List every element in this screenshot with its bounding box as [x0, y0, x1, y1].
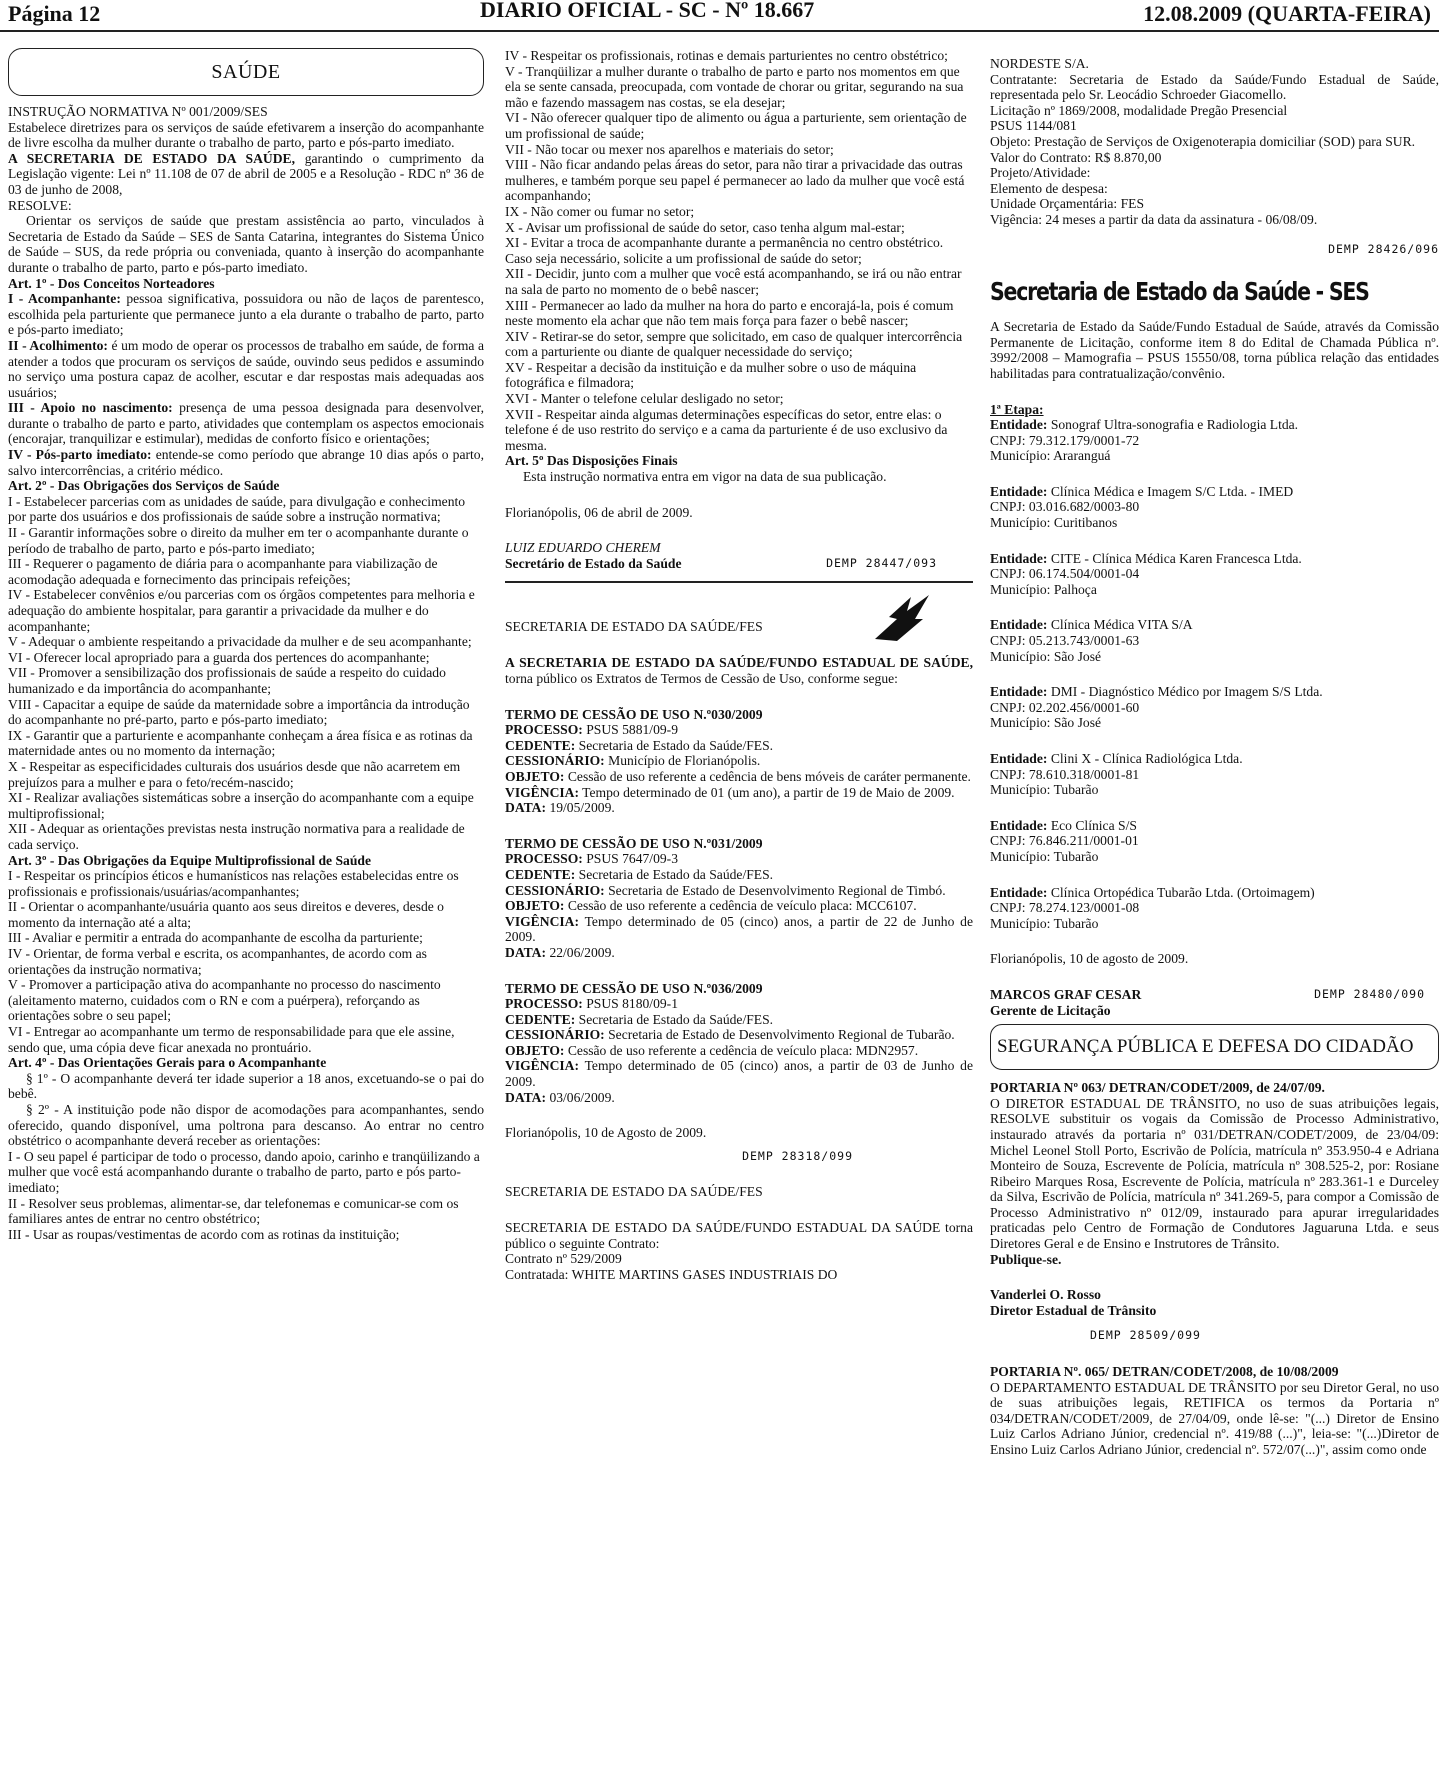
ses-paragraph: A Secretaria de Estado da Saúde/Fundo Estadual de Saúde, através da Comissão Permanente de Licitação, conforme item 8 do Edital de Chamada Pública nº. 3992/2008 – Mamografia – PSUS 15550/08, torna pública relação das entidades habilitadas para contratualização/convênio.	[990, 319, 1439, 381]
label: Entidade:	[990, 550, 1048, 566]
list-item: VII - Promover a sensibilização dos profissionais de saúde a respeito do cuidado humanizado e da importância do acompanhante;	[8, 665, 446, 696]
entidade-nome: Sonograf Ultra-sonografia e Radiologia Ltda.	[1050, 417, 1299, 433]
termo-objeto: Cessão de uso referente a cedência de veículo placa: MDN2957.	[567, 1042, 919, 1058]
entidade-municipio: Tubarão	[1053, 848, 1099, 864]
page-number: Página 12	[8, 1, 101, 27]
label: PROCESSO:	[505, 851, 583, 867]
sec2-text: torna público os Extratos de Termos de Cessão de Uso, conforme segue:	[505, 671, 898, 686]
item-lead: II - Acolhimento:	[8, 337, 108, 353]
demp-code: DEMP 28480/090	[1314, 986, 1425, 1001]
list-item: V - Adequar o ambiente respeitando a privacidade da mulher e de seu acompanhante;	[8, 634, 472, 650]
item-text: entende-se como período que abrange 10 dias após o parto, salvo intercorrências, a critério médico.	[8, 447, 484, 478]
list-item: XIII - Permanecer ao lado da mulher na hora do parto e encorajá-la, pois é comum neste momento ela achar que não tem mais força para fazer o bebê nascer;	[505, 297, 954, 329]
label: CEDENTE:	[505, 866, 576, 882]
list-item: XVII - Respeitar ainda algumas determinações específicas do setor, entre elas: o telefone é de uso restrito do serviço e a cama da parturiente é de uso exclusivo da mesma.	[505, 406, 948, 453]
entidade-nome: Clínica Médica VITA S/A	[1050, 617, 1193, 633]
termo-processo: PSUS 5881/09-9	[586, 722, 678, 738]
termo-objeto: Cessão de uso referente a cedência de bens móveis de caráter permanente.	[567, 768, 971, 784]
entidade-nome: DMI - Diagnóstico Médico por Imagem S/S Ltda.	[1050, 684, 1323, 700]
demp-code: DEMP 28509/099	[1090, 1328, 1201, 1343]
entidade-block	[990, 751, 1439, 798]
label: Município:	[990, 782, 1051, 798]
art2-list	[8, 494, 484, 853]
list-item: VIII - Capacitar a equipe de saúde da maternidade sobre a importância da introdução do acompanhante no pré-parto, parto e pós-parto imediato;	[8, 696, 470, 728]
list-item: XIV - Retirar-se do setor, sempre que solicitado, em caso de qualquer intercorrência com a parturiente ou diante de qualquer necessidade do serviço;	[505, 328, 963, 360]
publique: Publique-se.	[990, 1251, 1062, 1267]
termo-block	[505, 707, 973, 816]
art4-paragraph-2: § 2º - A instituição pode não dispor de acomodações para acompanhantes, sendo oferecido, quando disponível, uma poltrona para descanso. Ao entrar no centro obstétrico o acompanhante deverá receber as orientações:	[8, 1102, 484, 1149]
label: VIGÊNCIA:	[505, 913, 580, 929]
list-item	[8, 447, 484, 478]
art4-list	[8, 1149, 484, 1243]
label: DATA:	[505, 800, 547, 816]
journal-title: DIARIO OFICIAL - SC - Nº 18.667	[480, 0, 815, 22]
list-item: VIII - Não ficar andando pelas áreas do setor, para não tirar a privacidade das outras mulheres, e também porque seu papel é permanecer ao lado da mulher que você está acompanhando;	[505, 157, 965, 204]
list-item: VII - Não tocar ou mexer nos aparelhos e materiais do setor;	[505, 141, 834, 157]
entidade-block	[990, 684, 1439, 731]
sec3-paragraph	[505, 1220, 973, 1251]
orient-paragraph: Orientar os serviços de saúde que prestam assistência ao parto, vinculados à Secretaria de Estado da Saúde – SES de Santa Catarina, integrantes do Sistema Único de Saúde – SUS, da rede própria ou conveniada, quanto à inserção do acompanhante durante o trabalho de parto, parto e pós-parto imediato.	[8, 213, 484, 275]
column-3	[990, 56, 1439, 1458]
list-item: VI - Não oferecer qualquer tipo de alimento ou água a parturiente, sem orientação de um profissional de saúde;	[505, 110, 967, 141]
entidade-municipio: Palhoça	[1053, 581, 1097, 597]
label: Entidade:	[990, 884, 1048, 900]
entidade-nome: Clini X - Clínica Radiológica Ltda.	[1050, 751, 1243, 766]
sec2-header	[505, 593, 973, 643]
entidade-nome: Clínica Ortopédica Tubarão Ltda. (Ortoimagem)	[1050, 884, 1315, 900]
signer2-name: Vanderlei O. Rosso	[990, 1287, 1101, 1303]
termo-processo: PSUS 7647/09-3	[586, 851, 678, 867]
portaria2-text: O DEPARTAMENTO ESTADUAL DE TRÂNSITO por seu Diretor Geral, no uso de suas atribuições legais, RETIFICA os termos da Portaria nº 034/DETRAN/CODET/2009, de 27/04/09, onde lê-se: "(...) Diretor de Ensino Luiz Carlos Adriano Júnior, credencial nº. 419/88 (...)", leia-se: "(...)Diretor de Ensino Luiz Carlos Adriano Júnior, credencial nº. 572/07(...)", assim como onde	[990, 1379, 1439, 1457]
termo-cessionario: Secretaria de Estado de Desenvolvimento Regional de Tubarão.	[608, 1027, 955, 1043]
termo-title: TERMO DE CESSÃO DE USO N.º031/2009	[505, 835, 763, 851]
signer-name: LUIZ EDUARDO CHEREM	[505, 540, 661, 556]
list-item	[8, 338, 484, 400]
entidade-municipio: Araranguá	[1053, 448, 1111, 464]
entidade-cnpj: 05.213.743/0001-63	[1028, 633, 1140, 649]
art2-heading: Art. 2º - Das Obrigações dos Serviços de Saúde	[8, 478, 280, 494]
list-item: XVI - Manter o telefone celular desligado no setor;	[505, 391, 784, 407]
signer-row	[505, 556, 973, 572]
resolve-label: RESOLVE:	[8, 197, 72, 213]
label: Entidade:	[990, 483, 1048, 499]
instrucao-intro: Estabelece diretrizes para os serviços de saúde efetivarem a inserção do acompanhante de livre escolha da mulher durante o trabalho de parto, parto e pós-parto imediato.	[8, 119, 484, 151]
entidade-municipio: Tubarão	[1053, 782, 1099, 798]
label: CNPJ:	[990, 699, 1026, 715]
entidade-cnpj: 79.312.179/0001-72	[1028, 432, 1140, 448]
list-item: III - Requerer o pagamento de diária para o acompanhante para viabilização de acomodação adequada e fornecimento das principais refeições;	[8, 556, 438, 587]
signer-name: MARCOS GRAF CESAR	[990, 986, 1142, 1002]
entidade-block	[990, 818, 1439, 865]
entidade-nome: CITE - Clínica Médica Karen Francesca Ltda.	[1050, 550, 1302, 566]
list-item: IV - Respeitar os profissionais, rotinas e demais parturientes no centro obstétrico;	[505, 48, 948, 63]
demp-code: DEMP 28426/096	[1328, 241, 1439, 256]
list-item: II - Resolver seus problemas, alimentar-se, dar telefonemas e comunicar-se com os familiares antes de entrar no centro obstétrico;	[8, 1195, 459, 1227]
label: VIGÊNCIA:	[505, 784, 580, 800]
list-item: III - Avaliar e permitir a entrada do acompanhante de escolha da parturiente;	[8, 930, 423, 946]
label: PROCESSO:	[505, 722, 583, 738]
portaria-text: O DIRETOR ESTADUAL DE TRÂNSITO, no uso de suas atribuições legais, RESOLVE substituir os vogais da Comissão de Processo Administrativo, instaurado através da portaria nº 031/DETRAN/CODET/2009, de 23/04/09: Michel Leonel Stoll Porto, Escrivão de Polícia, matrícula nº 353.950-4 e Adriana Monteiro de Souza, Escrevente de Polícia, matrícula nº 308.525-2, por: Rosiane Ribeiro Marques Rosa, Escrevente de Polícia, matrícula nº 283.361-1 e Durceley da Silva, Escrivão de Polícia, matrícula nº 341.269-5, para compor a Comissão de Processo Administrativo nº 012/09, instaurado para apurar irregularidades praticadas pelo Centro de Formação de Condutores Jaguaruna Ltda. e seus Diretores Geral e de Ensino e Instrutores de Trânsito.	[990, 1095, 1439, 1252]
list-item: II - Orientar o acompanhante/usuária quanto aos seus direitos e deveres, desde o momento da internação até a alta;	[8, 899, 444, 930]
secretaria-lead: A SECRETARIA DE ESTADO DA SAÚDE,	[8, 150, 296, 166]
demp-code: DEMP 28318/099	[742, 1148, 853, 1163]
secretaria-paragraph	[8, 151, 484, 198]
termo-block	[505, 981, 973, 1106]
secretaria-text: garantindo o cumprimento da Legislação vigente: Lei nº 11.108 de 07 de abril de 2005 e a Resolução - RDC nº 36 de 03 de junho de 2008,	[8, 150, 484, 197]
list-item: VI - Entregar ao acompanhante um termo de responsabilidade para que ele assine, sendo que, uma cópia deve ficar anexada no prontuário.	[8, 1024, 455, 1055]
label: CNPJ:	[990, 833, 1026, 849]
section-saude: SAÚDE	[8, 48, 484, 96]
list-item: XII - Decidir, junto com a mulher que você está acompanhando, se irá ou não entrar na sala de parto no momento de o bebê nascer;	[505, 266, 962, 297]
place-date: Florianópolis, 06 de abril de 2009.	[505, 504, 693, 520]
list-item: III - Usar as roupas/vestimentas de acordo com as rotinas da instituição;	[8, 1226, 400, 1242]
list-item: I - Respeitar os princípios éticos e humanísticos nas relações estabelecidas entre os profissionais e profissionais/usuárias/acompanhantes;	[8, 868, 459, 899]
entidade-block	[990, 484, 1439, 531]
label: Entidade:	[990, 817, 1048, 833]
list-item: V - Tranqüilizar a mulher durante o trabalho de parto e parto nos momentos em que ela se sente cansada, preocupada, com vontade de chorar ou gritar, segurando na sua mão e fazendo massagem nas costas, se ela desejar;	[505, 63, 964, 110]
list-item: X - Respeitar as especificidades culturais dos usuários desde que não acarretem em prejuízos para a mulher e para o feto/recém-nascido;	[8, 758, 461, 790]
contrato-line: Contratante: Secretaria de Estado da Saúde/Fundo Estadual de Saúde, representada pelo Sr. Leocádio Schroeder Giacomello.	[990, 71, 1439, 103]
art5-text: Esta instrução normativa entra em vigor na data de sua publicação.	[523, 469, 887, 485]
contrato-line: Elemento de despesa:	[990, 180, 1108, 196]
entidade-municipio: São José	[1053, 648, 1102, 664]
list-item: II - Garantir informações sobre o direito da mulher em ter o acompanhante durante o período de trabalho de parto, parto e pós-parto imediato;	[8, 525, 469, 556]
label: Município:	[990, 915, 1051, 931]
label: CNPJ:	[990, 566, 1026, 582]
place-date: Florianópolis, 10 de agosto de 2009.	[990, 951, 1189, 967]
contrato-line: Projeto/Atividade:	[990, 165, 1091, 181]
column-2	[505, 48, 973, 1282]
item-lead: III - Apoio no nascimento:	[8, 400, 173, 416]
termo-cessionario: Secretaria de Estado de Desenvolvimento Regional de Timbó.	[608, 882, 946, 898]
list-item: IX - Garantir que a parturiente e acompanhante conheçam a área física e as rotinas da maternidade antes ou no momento da internação;	[8, 727, 473, 759]
place-date-2: Florianópolis, 10 de Agosto de 2009.	[505, 1125, 707, 1141]
entidade-block	[990, 617, 1439, 664]
item-lead: I - Acompanhante:	[8, 291, 121, 307]
termo-cedente: Secretaria de Estado da Saúde/FES.	[578, 737, 774, 753]
list-item: XI - Realizar avaliações sistemáticas sobre a inserção do acompanhante com a equipe multiprofissional;	[8, 790, 474, 821]
page-header	[0, 0, 1439, 28]
termo-data: 19/05/2009.	[549, 800, 615, 816]
item-lead: IV - Pós-parto imediato:	[8, 447, 152, 463]
entidade-cnpj: 06.174.504/0001-04	[1028, 566, 1140, 582]
list-item: IV - Orientar, de forma verbal e escrita, os acompanhantes, de acordo com as orientações da instrução normativa;	[8, 946, 427, 977]
label: Entidade:	[990, 751, 1048, 766]
list-item: XV - Respeitar a decisão da instituição e da mulher sobre o uso de máquina fotográfica e filmadora;	[505, 359, 917, 391]
list-item: V - Promover a participação ativa do acompanhante no processo do nascimento (aleitamento materno, cuidados com o RN e com a puérpera), reforçando as orientações sobre o seu papel;	[8, 977, 441, 1024]
contratada: Contratada: WHITE MARTINS GASES INDUSTRIAIS DO	[505, 1266, 838, 1282]
art1-list	[8, 291, 484, 478]
entidade-cnpj: 78.274.123/0001-08	[1028, 900, 1140, 916]
signer-role: Gerente de Licitação	[990, 1002, 1111, 1018]
sec3-title: SECRETARIA DE ESTADO DA SAÚDE/FES	[505, 1184, 763, 1200]
issue-date: 12.08.2009 (QUARTA-FEIRA)	[1143, 1, 1431, 27]
termo-cessionario: Município de Florianópolis.	[608, 753, 761, 769]
art4-paragraph-1: § 1º - O acompanhante deverá ter idade superior a 18 anos, excetuando-se o pai do bebê.	[8, 1070, 484, 1102]
column-1	[8, 48, 484, 1242]
termo-vigencia: Tempo determinado de 05 (cinco) anos, a partir de 22 de Junho de 2009.	[505, 913, 973, 945]
termo-vigencia: Tempo determinado de 05 (cinco) anos, a partir de 03 de Junho de 2009.	[505, 1058, 973, 1090]
contrato-line: Valor do Contrato: R$ 8.870,00	[990, 149, 1162, 165]
list-item	[8, 400, 484, 447]
label: OBJETO:	[505, 898, 565, 914]
label: CESSIONÁRIO:	[505, 1027, 605, 1043]
termo-title: TERMO DE CESSÃO DE USO N.º036/2009	[505, 980, 763, 996]
demp-code: DEMP 28447/093	[826, 555, 937, 570]
termo-processo: PSUS 8180/09-1	[586, 996, 678, 1012]
label: DATA:	[505, 1089, 547, 1105]
list-item: X - Avisar um profissional de saúde do setor, caso tenha algum mal-estar;	[505, 219, 905, 235]
label: Município:	[990, 448, 1051, 464]
contrato-line: PSUS 1144/081	[990, 118, 1077, 134]
entidade-cnpj: 03.016.682/0003-80	[1028, 499, 1140, 515]
label: Município:	[990, 715, 1051, 731]
label: Entidade:	[990, 684, 1048, 700]
etapa-label: 1ª Etapa:	[990, 401, 1044, 417]
entidade-cnpj: 02.202.456/0001-60	[1028, 699, 1140, 715]
entidade-nome: Eco Clínica S/S	[1050, 817, 1137, 833]
label: CNPJ:	[990, 633, 1026, 649]
list-item: IV - Estabelecer convênios e/ou parcerias com os órgãos competentes para melhoria e adequação do ambiente hospitalar, para garantir a privacidade da mulher e do acompanhante;	[8, 587, 475, 634]
label: Município:	[990, 515, 1051, 531]
label: Entidade:	[990, 617, 1048, 633]
sec3-lead: SECRETARIA DE ESTADO DA SAÚDE/FUNDO ESTADUAL DA SAÚDE	[505, 1220, 941, 1236]
art3-list	[8, 868, 484, 1055]
item-text: é um modo de operar os processos de trabalho em saúde, de forma a atender a todos que procuram os serviços de saúde, ouvindo seus pedidos e assumindo no serviço uma postura capaz de acolher, escutar e dar respostas mais adequadas aos usuários;	[8, 337, 484, 400]
signer-row	[990, 987, 1439, 1003]
entidade-block	[990, 551, 1439, 598]
art4-list-continued	[505, 48, 973, 453]
list-item: I - Estabelecer parcerias com as unidades de saúde, para divulgação e conhecimento por parte dos usuários e dos profissionais de saúde sobre a instrução normativa;	[8, 493, 466, 525]
termo-block	[505, 836, 973, 961]
signer2-role: Diretor Estadual de Trânsito	[990, 1302, 1157, 1318]
list-item: IX - Não comer ou fumar no setor;	[505, 203, 695, 219]
contrato-line: Vigência: 24 meses a partir da data da assinatura - 06/08/09.	[990, 211, 1318, 227]
label: CESSIONÁRIO:	[505, 753, 605, 769]
contrato-line: NORDESTE S/A.	[990, 56, 1089, 71]
contrato-line: Licitação nº 1869/2008, modalidade Pregão Presencial	[990, 102, 1288, 118]
item-text: presença de uma pessoa designada para desenvolver, durante o trabalho de parto e parto, atividades que contemplam os aspectos emocionais (encorajar, tranquilizar e estimular), medidas de conforto físico e orientações;	[8, 400, 484, 447]
art4-heading: Art. 4º - Das Orientações Gerais para o Acompanhante	[8, 1055, 327, 1071]
entidade-municipio: Curitibanos	[1053, 515, 1118, 531]
entidade-municipio: Tubarão	[1053, 915, 1099, 931]
label: CNPJ:	[990, 499, 1026, 515]
art3-heading: Art. 3º - Das Obrigações da Equipe Multiprofissional de Saúde	[8, 852, 371, 868]
termo-data: 03/06/2009.	[549, 1089, 615, 1105]
termo-objeto: Cessão de uso referente a cedência de veículo placa: MCC6107.	[567, 898, 917, 914]
section-seguranca: SEGURANÇA PÚBLICA E DEFESA DO CIDADÃO	[990, 1024, 1439, 1070]
portaria2-title: PORTARIA Nº. 065/ DETRAN/CODET/2008, de 10/08/2009	[990, 1364, 1339, 1380]
list-item: XII - Adequar as orientações previstas nesta instrução normativa para a realidade de cada serviço.	[8, 821, 465, 852]
label: Município:	[990, 581, 1051, 597]
item-text: pessoa significativa, possuidora ou não de laços de parentesco, escolhida pela parturiente que permanece junto a ela durante o trabalho de parto, parto e pós-parto imediato;	[8, 291, 484, 338]
sec2-paragraph	[505, 655, 973, 686]
sec2-title: SECRETARIA DE ESTADO DA SAÚDE/FES	[505, 619, 763, 635]
label: Entidade:	[990, 417, 1048, 433]
label: OBJETO:	[505, 1042, 565, 1058]
contrato-line: Objeto: Prestação de Serviços de Oxigenoterapia domiciliar (SOD) para SUR.	[990, 133, 1416, 149]
entidade-block	[990, 885, 1439, 932]
label: CEDENTE:	[505, 1011, 576, 1027]
sec3-text: torna público o seguinte Contrato:	[505, 1220, 973, 1251]
label: CNPJ:	[990, 900, 1026, 916]
label: CEDENTE:	[505, 737, 576, 753]
entidade-block	[990, 417, 1439, 464]
state-emblem-icon	[867, 589, 937, 645]
termo-vigencia: Tempo determinado de 01 (um ano), a partir de 19 de Maio de 2009.	[582, 784, 955, 800]
portaria-title: PORTARIA Nº 063/ DETRAN/CODET/2009, de 24/07/09.	[990, 1080, 1325, 1096]
list-item: VI - Oferecer local apropriado para a guarda dos pertences do acompanhante;	[8, 649, 430, 665]
termo-cedente: Secretaria de Estado da Saúde/FES.	[578, 866, 774, 882]
entidade-municipio: São José	[1053, 715, 1102, 731]
label: PROCESSO:	[505, 996, 583, 1012]
termo-cedente: Secretaria de Estado da Saúde/FES.	[578, 1011, 774, 1027]
divider	[505, 581, 973, 583]
label: CNPJ:	[990, 766, 1026, 782]
list-item	[8, 291, 484, 338]
label: VIGÊNCIA:	[505, 1058, 580, 1074]
termo-title: TERMO DE CESSÃO DE USO N.º030/2009	[505, 706, 763, 722]
label: CNPJ:	[990, 432, 1026, 448]
termo-data: 22/06/2009.	[549, 944, 615, 960]
entidade-cnpj: 78.610.318/0001-81	[1028, 766, 1140, 782]
list-item: I - O seu papel é participar de todo o processo, dando apoio, carinho e tranqüilizando a mulher que você está acompanhando durante o trabalho de parto, parto e pós parto-imediato;	[8, 1148, 480, 1195]
label: CESSIONÁRIO:	[505, 882, 605, 898]
label: Município:	[990, 648, 1051, 664]
header-rule	[0, 30, 1439, 32]
contrato-line: Unidade Orçamentária: FES	[990, 196, 1145, 212]
signer-role: Secretário de Estado da Saúde	[505, 555, 682, 571]
ses-title: Secretaria de Estado da Saúde - SES	[990, 277, 1369, 307]
label: Município:	[990, 848, 1051, 864]
label: DATA:	[505, 944, 547, 960]
instrucao-title: INSTRUÇÃO NORMATIVA Nº 001/2009/SES	[8, 104, 268, 119]
art5-heading: Art. 5º Das Disposições Finais	[505, 453, 678, 469]
sec2-lead: A SECRETARIA DE ESTADO DA SAÚDE/FUNDO ESTADUAL DE SAÚDE,	[505, 655, 973, 671]
contrato-number: Contrato nº 529/2009	[505, 1251, 622, 1267]
entidade-nome: Clínica Médica e Imagem S/C Ltda. - IMED	[1050, 483, 1294, 499]
contrato-details	[990, 56, 1439, 228]
list-item: XI - Evitar a troca de acompanhante durante a permanência no centro obstétrico. Caso seja necessário, solicite a um profissional de saúde do setor;	[505, 235, 944, 266]
art1-heading: Art. 1º - Dos Conceitos Norteadores	[8, 275, 215, 291]
entidade-cnpj: 76.846.211/0001-01	[1028, 833, 1139, 849]
label: OBJETO:	[505, 768, 565, 784]
